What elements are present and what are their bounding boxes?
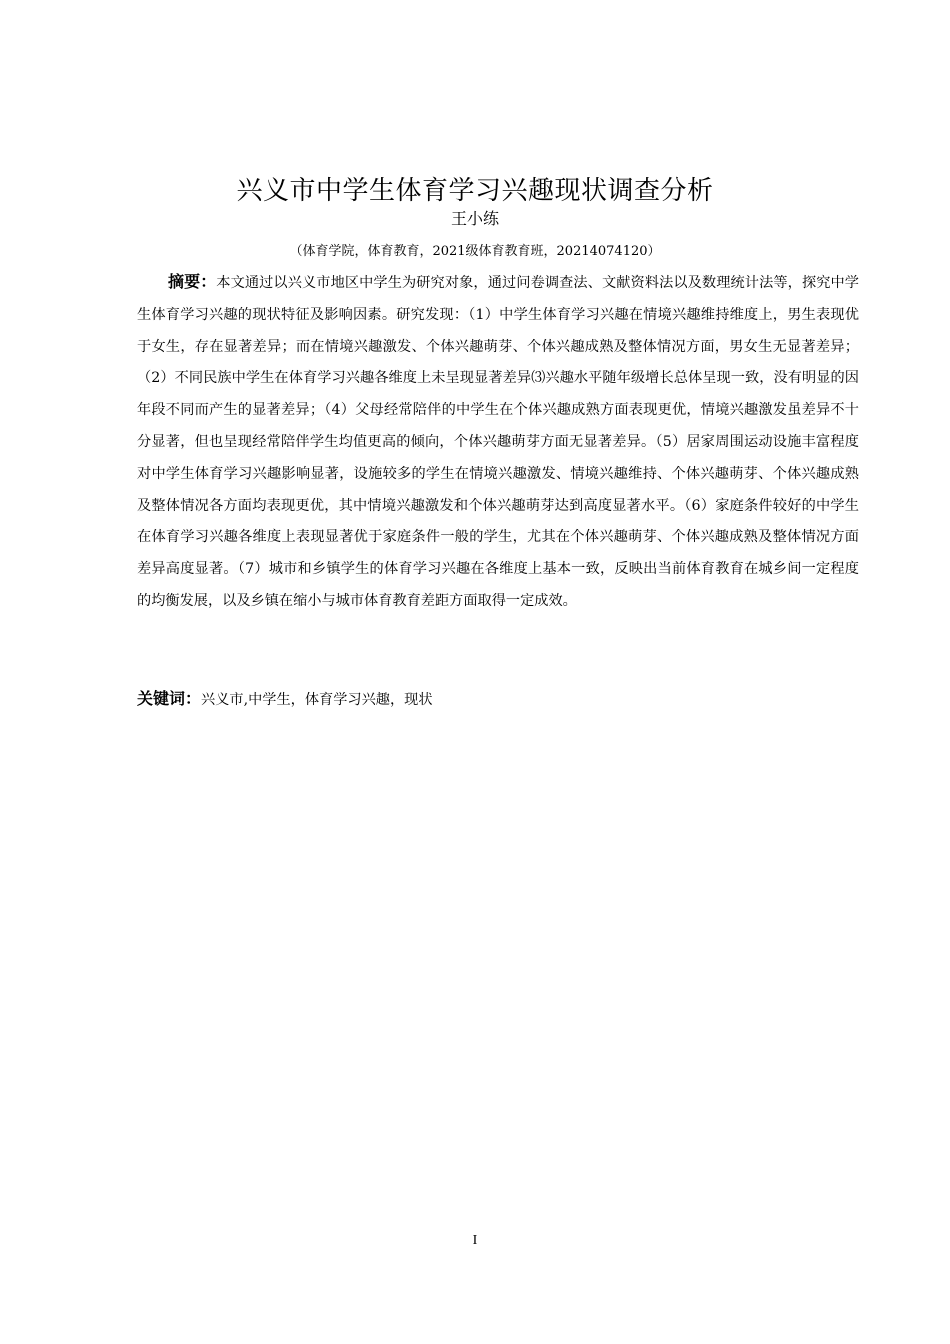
abstract-paragraph: [137, 266, 859, 618]
paper-title: 兴义市中学生体育学习兴趣现状调查分析: [236, 176, 714, 206]
page-number: I: [472, 1233, 478, 1248]
abstract-text: 本文通过以兴义市地区中学生为研究对象，通过问卷调查法、文献资料法以及数理统计法等，探究中学生体育学习兴趣的现状特征及影响因素。研究发现：（1）中学生体育学习兴趣在情境兴趣维持维度上，男生表现优于女生，存在显著差异；而在情境兴趣激发、个体兴趣萌芽、个体兴趣成熟及整体情况方面，男女生无显著差异；（2）不同民族中学生在体育学习兴趣各维度上未呈现显著差异⑶兴趣水平随年级增长总体呈现一致，没有明显的因年段不同而产生的显著差异；（4）父母经常陪伴的中学生在个体兴趣成熟方面表现更优，情境兴趣激发虽差异不十分显著，但也呈现经常陪伴学生均值更高的倾向，个体兴趣萌芽方面无显著差异。（5）居家周围运动设施丰富程度对中学生体育学习兴趣影响显著，设施较多的学生在情境兴趣激发、情境兴趣维持、个体兴趣萌芽、个体兴趣成熟及整体情况各方面均表现更优，其中情境兴趣激发和个体兴趣萌芽达到高度显著水平。（6）家庭条件较好的中学生在体育学习兴趣各维度上表现显著优于家庭条件一般的学生，尤其在个体兴趣萌芽、个体兴趣成熟及整体情况方面差异高度显著。（7）城市和乡镇学生的体育学习兴趣在各维度上基本一致，反映出当前体育教育在城乡间一定程度的均衡发展，以及乡镇在缩小与城市体育教育差距方面取得一定成效。: [137, 275, 859, 609]
keywords-text: 兴义市,中学生，体育学习兴趣，现状: [201, 692, 433, 708]
abstract-label: 摘要：: [168, 272, 217, 291]
keywords-label: 关键词：: [137, 689, 202, 708]
author-affiliation: （体育学院，体育教育，2021级体育教育班，20214074120）: [289, 244, 661, 259]
keywords-line: [137, 685, 859, 714]
author-name: 王小练: [450, 209, 499, 228]
